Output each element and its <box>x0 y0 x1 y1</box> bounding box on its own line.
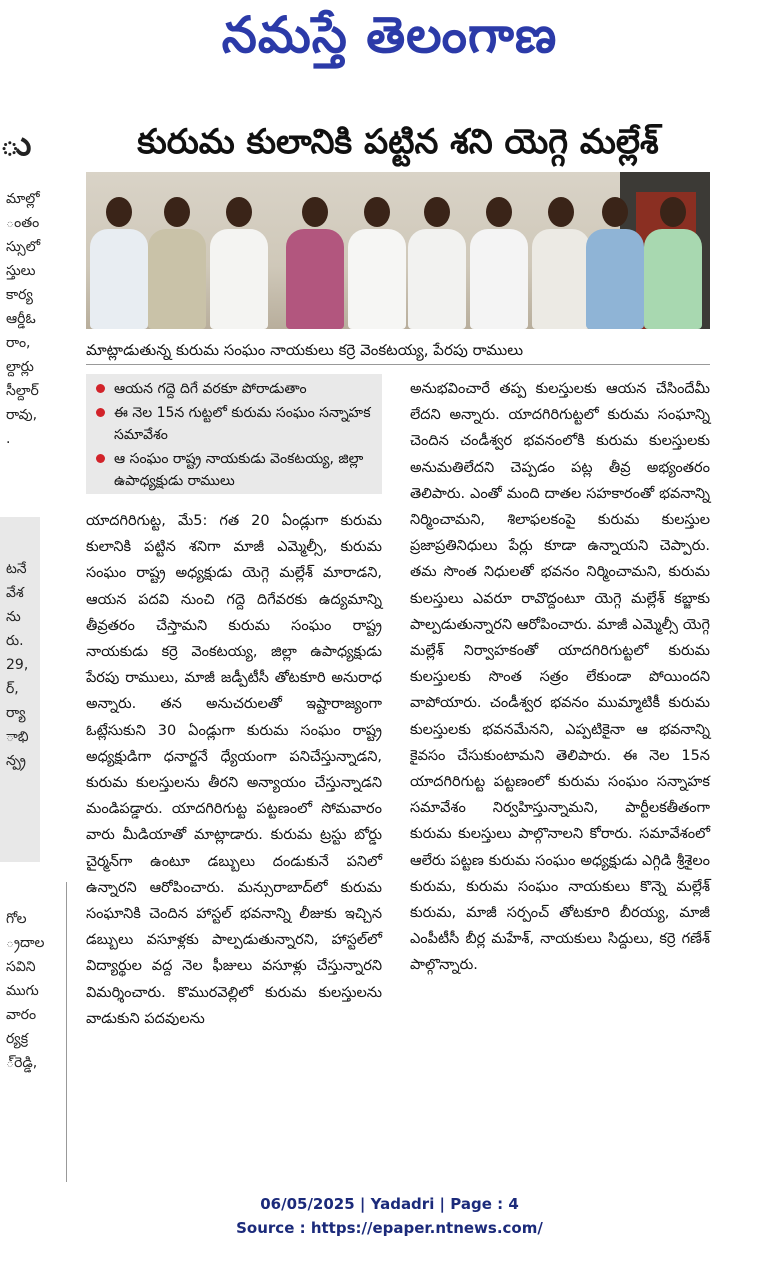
photo-person <box>532 197 590 329</box>
adjacent-text-fragment: ్‌రెడ్డి, <box>6 1055 38 1071</box>
adjacent-text-fragment: రు. <box>6 633 24 649</box>
adjacent-text-fragment: ముగు <box>6 983 39 999</box>
adjacent-text-fragment: రావు, <box>6 407 38 423</box>
adjacent-text-fragment: న్ప్ర <box>6 753 26 769</box>
adjacent-text-fragment: ాభి <box>6 729 29 745</box>
adjacent-headline-fragment: ు <box>0 124 32 164</box>
photo-person <box>210 197 268 329</box>
adjacent-text-fragment: స్తులు <box>6 263 36 279</box>
adjacent-text-fragment: ఆర్డీఓ <box>6 311 36 327</box>
photo-person <box>348 197 406 329</box>
adjacent-text-fragment: టనే <box>6 561 27 577</box>
adjacent-text-fragment: ్రదాల <box>6 935 45 951</box>
column-divider <box>66 882 67 1182</box>
bullet-icon <box>96 408 105 417</box>
adjacent-text-fragment: రాం, <box>6 335 31 351</box>
adjacent-text-fragments <box>6 187 66 451</box>
adjacent-text-fragment: గోల <box>6 911 27 927</box>
adjacent-article-strip <box>0 92 66 1184</box>
adjacent-text-fragments-3 <box>6 907 66 1075</box>
article-photo <box>86 172 710 329</box>
photo-person <box>408 197 466 329</box>
bullet-icon <box>96 454 105 463</box>
adjacent-text-fragment: స్సులో <box>6 239 41 255</box>
edition-info: 06/05/2025 | Yadadri | Page : 4 <box>260 1195 519 1213</box>
masthead <box>0 0 779 80</box>
adjacent-text-fragment: 29, <box>6 657 29 673</box>
adjacent-text-fragment: సవిని <box>6 959 36 975</box>
adjacent-text-fragment: ర్యక్ర <box>6 1031 29 1047</box>
adjacent-text-fragment: . <box>6 431 11 447</box>
photo-caption: మాట్లాడుతున్న కురుమ సంఘం నాయకులు కర్రె వెంకటయ్య, పేరపు రాములు <box>86 336 710 365</box>
photo-person <box>286 197 344 329</box>
bullet-icon <box>96 384 105 393</box>
photo-person <box>148 197 206 329</box>
adjacent-text-fragment: వేశ <box>6 585 24 601</box>
photo-person <box>586 197 644 329</box>
adjacent-text-fragment: సీల్దార్ <box>6 383 39 399</box>
adjacent-text-fragment: ర్యా <box>6 705 26 721</box>
adjacent-text-fragment: వారం <box>6 1007 37 1023</box>
highlight-item: ఈ నెల 15న గుట్టలో కురుమ సంఘం సన్నాహక సమావేశం <box>92 402 376 446</box>
adjacent-text-fragment: ల్దార్లు <box>6 359 34 375</box>
newspaper-logo: నమస్తే తెలంగాణ <box>221 6 558 64</box>
source-link[interactable]: Source : https://epaper.ntnews.com/ <box>236 1219 543 1237</box>
highlight-item: ఆ సంఘం రాష్ట్ర నాయకుడు వెంకటయ్య, జిల్లా ఉపాధ్యక్షుడు రాములు <box>92 448 376 492</box>
epaper-clip <box>0 92 779 1184</box>
adjacent-text-fragment: కార్య <box>6 287 33 303</box>
article-body-column-1: యాదగిరిగుట్ట, మే5: గత 20 ఏండ్లుగా కురుమ కులానికి పట్టిన శనిగా మాజీ ఎమ్మెల్సీ, కురుమ సంఘం రాష్ట్ర అధ్యక్షుడు యెగ్గె మల్లేశ్ మారాడని, ఆయన పదవి నుంచి గద్దె దిగేవరకు ఉద్యమాన్ని తీవ్రతరం చేస్తామని కురుమ సంఘం రాష్ట్ర నాయకుడు కర్రె వెంకటయ్య, జిల్లా ఉపాధ్యక్షుడు పేరపు రాములు, మాజీ జడ్పీటీసీ తోటకూరి అనురాధ అన్నారు. తన అనుచరులతో ఇష్టారాజ్యంగా ఓట్లేసుకుని 30 ఏండ్లుగా కురుమ సంఘం రాష్ట్ర అధ్యక్షుడిగా ధనార్జనే ధ్యేయంగా పనిచేస్తున్నాడని, కురుమ కులస్తులను తీరని అన్యాయం చేస్తున్నాడని మండిపడ్డారు. యాదగిరిగుట్ట పట్టణంలో సోమవారం వారు మీడియాతో మాట్లాడారు. కురుమ ట్రస్టు బోర్డు చైర్మన్‌గా ఉంటూ డబ్బులు దండుకునే పనిలో ఉన్నారని ఆరోపించారు. మన్సురాబాద్‌లో కురుమ సంఘానికి చెందిన హాస్టల్ భవనాన్ని లీజుకు ఇచ్చిన డబ్బులు వసూళ్లకు పాల్పడుతున్నారని, హాస్టల్‌లో విద్యార్థుల వద్ద నెల ఫీజులు వసూళ్లు చేస్తున్నారని విమర్శించారు. కొమురవెల్లిలో కురుమ కులస్తులను వాడుకుని పదవులను <box>86 513 382 1027</box>
adjacent-text-fragments-2 <box>6 557 66 773</box>
article-body-column-2: అనుభవించారే తప్ప కులస్తులకు ఆయన చేసిందేమీ లేదని అన్నారు. యాదగిరిగుట్టలో కురుమ సంఘాన్ని చెందిన చండీశ్వర భవనంలోకి కురుమ కులస్తులకు అనుమతిలేదని చెప్పడం పట్ల తీవ్ర అభ్యంతరం తెలిపారు. ఎంతో మంది దాతల సహకారంతో భవనాన్ని నిర్మించామని, శిలాఫలకంపై కురుమ కులస్తుల ప్రజాప్రతినిధులు పేర్లు కూడా ఉన్నాయని చెప్పారు. తమ సొంత నిధులతో భవనం నిర్మించామని, కురుమ కులస్తులు ఎవరూ రావొద్దంటూ యెగ్గె మల్లేశ్ కబ్జాకు పాల్పడుతున్నారని ఆరోపించారు. మాజీ ఎమ్మెల్సీ యెగ్గె మల్లేశ్ నిర్వాహకంతో యాదగిరిగుట్టలో కురుమ కులస్తులకు సొంత సత్రం లేకుండా పోయిందని వాపోయారు. చండీశ్వర భవనం ముమ్మాటికీ కురుమ కులస్తులకు భవనమేనని, ఎప్పటికైనా ఆ భవనాన్ని కైవసం చేసుకుంటామని తెలిపారు. ఈ నెల 15న యాదగిరిగుట్ట పట్టణంలో కురుమ సంఘం సన్నాహక సమావేశం నిర్వహిస్తున్నామని, పార్టీలకతీతంగా కురుమ కులస్తులు పాల్గొనాలని కోరారు. సమావేశంలో ఆలేరు పట్టణ కురుమ సంఘం అధ్యక్షుడు ఎగ్గిడి శ్రీశైలం కురుమ, కురుమ సంఘం నాయకులు కొన్నె మల్లేశ్ కురుమ, మాజీ సర్పంచ్ తోటకూరి బీరయ్య, మాజీ ఎంపీటీసీ బీర్ల మహేశ్, నాయకులు సిద్దులు, కర్రె గణేశ్ పాల్గొన్నారు. <box>410 381 710 974</box>
adjacent-text-fragment: ంతం <box>6 215 40 231</box>
photo-person <box>90 197 148 329</box>
photo-person <box>470 197 528 329</box>
highlights-box <box>86 374 382 494</box>
adjacent-text-fragment: ర్, <box>6 681 19 697</box>
adjacent-text-fragment: మాల్లో <box>6 191 40 207</box>
photo-person <box>644 197 702 329</box>
page-footer <box>0 1192 779 1240</box>
adjacent-text-fragment: ను <box>6 609 21 625</box>
highlight-item: ఆయన గద్దె దిగే వరకూ పోరాడుతాం <box>92 378 376 400</box>
article-headline: కురుమ కులానికి పట్టిన శని యెగ్గె మల్లేశ్ <box>137 122 659 162</box>
